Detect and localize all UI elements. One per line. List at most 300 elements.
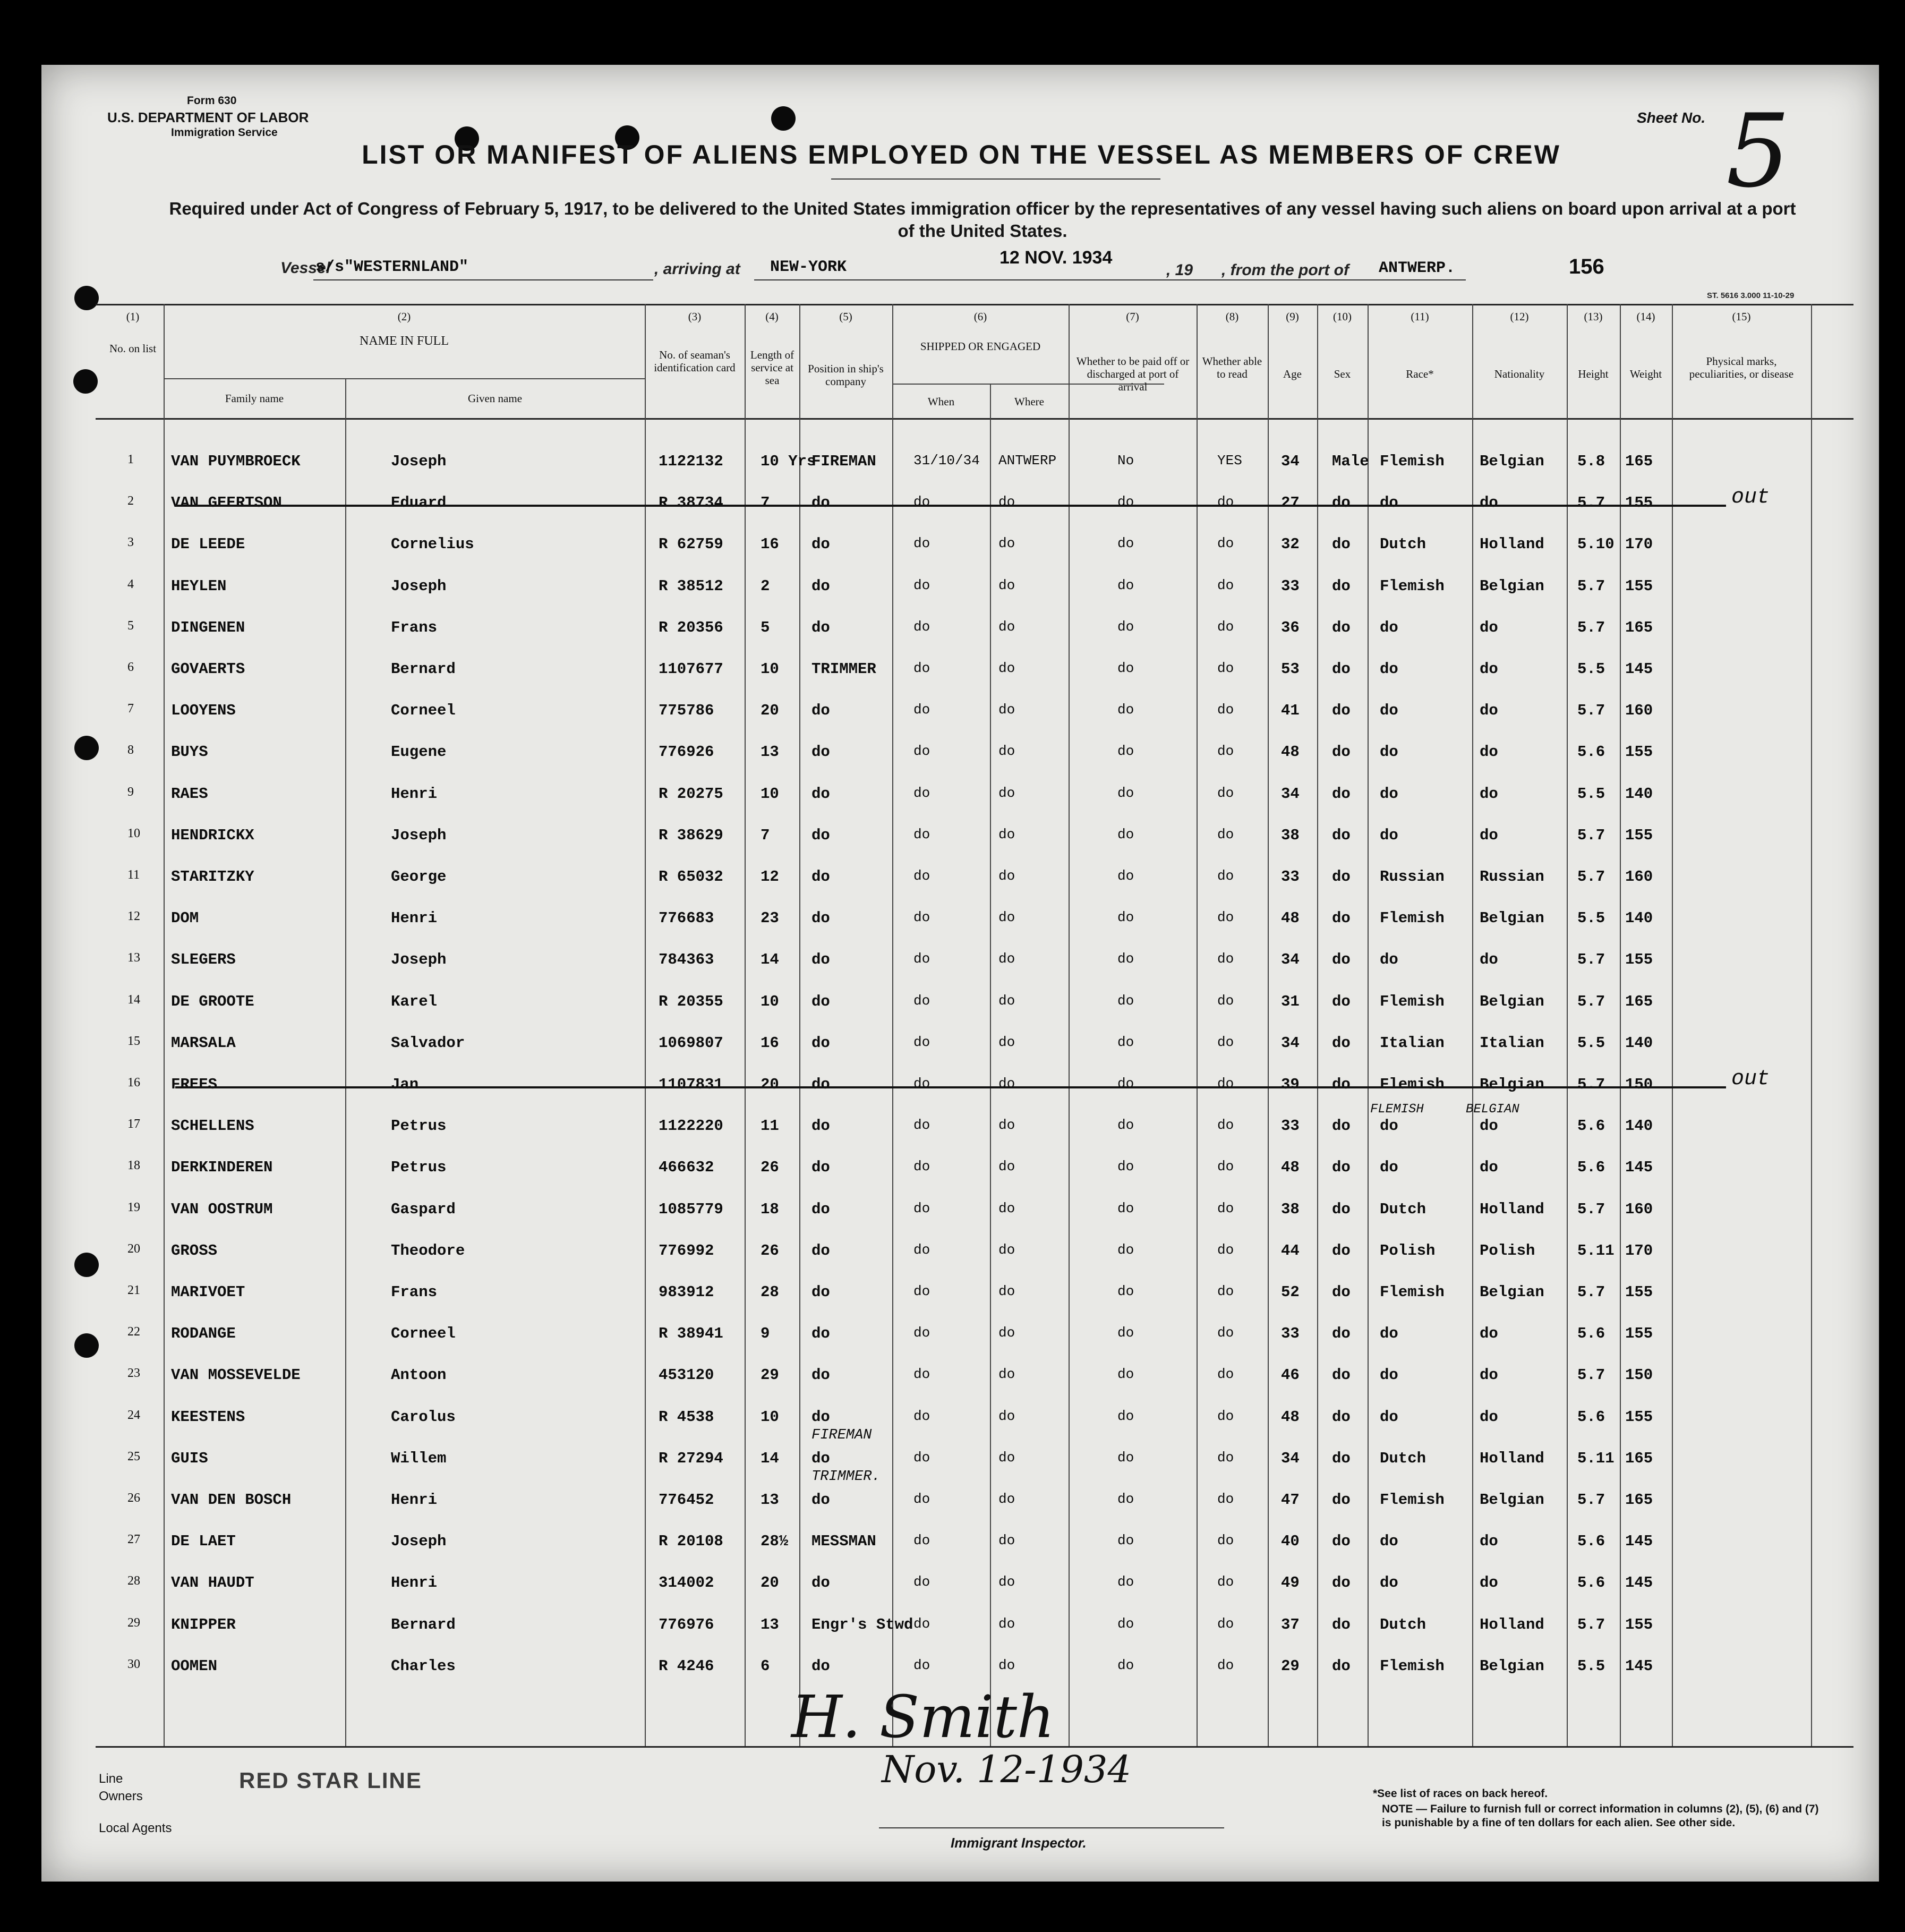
cell-given: Joseph [391,951,447,969]
cell-position-correction: TRIMMER. [811,1469,881,1485]
cell-sex: do [1332,618,1351,636]
table-row [96,1399,1853,1440]
cell-position: do [811,868,830,886]
cell-when: do [913,1615,930,1632]
col13-number: (13) [1584,310,1603,323]
cell-race: do [1380,785,1398,803]
cell-sex: do [1332,577,1351,595]
cell-age: 37 [1281,1615,1300,1633]
cell-read: do [1217,1491,1234,1507]
cell-race: do [1380,1325,1398,1343]
cell-family: SLEGERS [171,951,236,969]
date-stamp: 12 NOV. 1934 [1000,248,1113,268]
cell-position: do [811,1034,830,1052]
cell-position: do [811,494,830,512]
cell-position: do [811,1366,830,1384]
cell-read: do [1217,743,1234,760]
cell-age: 33 [1281,1117,1300,1135]
cell-family: GOVAERTS [171,660,245,678]
table-row [96,1523,1853,1564]
cell-service: 6 [761,1657,770,1675]
cell-where: do [998,1076,1015,1092]
cell-age: 32 [1281,535,1300,554]
cell-position: FIREMAN [811,453,876,470]
col7-number: (7) [1126,310,1139,323]
cell-family: VAN GEERTSON [171,494,282,512]
cell-given: Bernard [391,660,456,678]
company-stamp: RED STAR LINE [239,1768,422,1793]
cell-paid: do [1117,1657,1134,1673]
cell-height: 5.7 [1577,618,1605,636]
cell-when: do [913,660,930,676]
cell-family: DOM [171,909,199,927]
cell-card: 466632 [659,1159,714,1177]
cell-height: 5.8 [1577,453,1605,470]
cell-no: 26 [127,1491,140,1505]
cell-sex: do [1332,1076,1351,1093]
cell-nat: Belgian [1480,577,1544,595]
cell-weight: 165 [1625,1491,1653,1509]
cell-where: do [998,702,1015,718]
cell-when: do [913,1408,930,1424]
cell-weight: 145 [1625,1574,1653,1592]
cell-family: GUIS [171,1449,208,1467]
cell-family: VAN DEN BOSCH [171,1491,292,1509]
table-row [96,983,1853,1025]
cell-family: DERKINDEREN [171,1159,273,1177]
strike-through-line [175,486,1726,507]
cell-race: Flemish [1380,1076,1445,1093]
col15-number: (15) [1732,310,1751,323]
cell-age: 29 [1281,1657,1300,1675]
cell-when: do [913,1159,930,1175]
col4-header: Length of service at sea [750,348,795,387]
cell-given: Jan [391,1076,419,1093]
cell-read: do [1217,1159,1234,1175]
cell-age: 52 [1281,1283,1300,1301]
table-row [96,941,1853,983]
cell-when: do [913,1034,930,1050]
cell-read: do [1217,702,1234,718]
cell-nat: Belgian [1480,909,1544,927]
cell-where: do [998,909,1015,926]
cell-read: do [1217,1657,1234,1673]
cell-when: do [913,535,930,552]
cell-paid: do [1117,535,1134,552]
cell-age: 34 [1281,785,1300,803]
cell-no: 15 [127,1034,140,1048]
table-row [96,1191,1853,1232]
cell-read: do [1217,494,1234,510]
cell-weight: 155 [1625,1408,1653,1426]
cell-sex: do [1332,1117,1351,1135]
cell-sex: do [1332,1159,1351,1177]
cell-paid: do [1117,1533,1134,1549]
cell-where: ANTWERP [998,453,1057,469]
cell-height: 5.6 [1577,1574,1605,1592]
cell-service: 10 [761,992,779,1010]
cell-age: 46 [1281,1366,1300,1384]
cell-weight: 150 [1625,1366,1653,1384]
line-label: Line [99,1772,123,1786]
cell-weight: 145 [1625,1657,1653,1675]
cell-paid: do [1117,1491,1134,1507]
col7-header: Whether to be paid off or discharged at port of arrival [1076,355,1190,393]
cell-nat: do [1480,618,1498,636]
cell-where: do [998,785,1015,801]
cell-height: 5.7 [1577,702,1605,720]
cell-paid: do [1117,660,1134,676]
cell-weight: 155 [1625,1283,1653,1301]
cell-when: do [913,826,930,842]
cell-service: 14 [761,1449,779,1467]
cell-nat: do [1480,660,1498,678]
cell-where: do [998,535,1015,552]
cell-service: 20 [761,1076,779,1093]
cell-position: do [811,1657,830,1675]
cell-family: STARITZKY [171,868,254,886]
cell-no: 24 [127,1408,140,1422]
cell-sex: do [1332,743,1351,761]
table-row [96,858,1853,900]
cell-race: Flemish [1380,453,1445,470]
table-row [96,1025,1853,1066]
col3-number: (3) [688,310,702,323]
cell-when: do [913,1076,930,1092]
cell-where: do [998,1325,1015,1341]
cell-where: do [998,1117,1015,1134]
cell-no: 25 [127,1449,140,1463]
cell-when: do [913,618,930,635]
cell-given: Frans [391,1283,438,1301]
cell-height: 5.7 [1577,577,1605,595]
cell-read: do [1217,868,1234,884]
cell-given: Theodore [391,1241,465,1259]
cell-no: 28 [127,1574,140,1588]
cell-height: 5.6 [1577,1325,1605,1343]
cell-read: do [1217,577,1234,593]
cell-given: Henri [391,1491,438,1509]
cell-height: 5.5 [1577,1034,1605,1052]
cell-no: 29 [127,1615,140,1630]
cell-where: do [998,494,1015,510]
cell-card: 784363 [659,951,714,969]
cell-given: Salvador [391,1034,465,1052]
cell-card: 1069807 [659,1034,723,1052]
col12-number: (12) [1510,310,1529,323]
cell-no: 17 [127,1117,140,1131]
cell-when: do [913,951,930,967]
sheet-number: 5 [1726,92,1790,210]
shipped-when-header: When [927,395,955,408]
cell-no: 22 [127,1325,140,1339]
cell-age: 33 [1281,868,1300,886]
cell-service: 10 [761,1408,779,1426]
cell-height: 5.6 [1577,743,1605,761]
cell-height: 5.5 [1577,909,1605,927]
cell-age: 34 [1281,453,1300,470]
cell-race: Flemish [1380,1491,1445,1509]
cell-no: 19 [127,1200,140,1214]
arriving-port: NEW-YORK [770,258,847,276]
weight-header: Weight [1629,368,1662,380]
title-underline [831,178,1160,180]
cell-family: HEYLEN [171,577,227,595]
table-row [96,651,1853,692]
cell-age: 34 [1281,951,1300,969]
cell-paid: do [1117,743,1134,760]
cell-no: 21 [127,1283,140,1297]
cell-position: do [811,1574,830,1592]
cell-where: do [998,1574,1015,1590]
cell-note: out [1731,1067,1770,1091]
cell-race: Flemish [1380,577,1445,595]
col10-number: (10) [1333,310,1352,323]
physical-marks-header: Physical marks, peculiarities, or disease [1689,355,1794,380]
cell-no: 14 [127,992,140,1007]
cell-weight: 155 [1625,826,1653,844]
cell-where: do [998,1200,1015,1216]
cell-weight: 155 [1625,1615,1653,1633]
cell-paid: do [1117,1574,1134,1590]
cell-family: DE LEEDE [171,535,245,554]
cell-given: Karel [391,992,438,1010]
cell-height: 5.5 [1577,1657,1605,1675]
signature-date: Nov. 12-1934 [882,1748,1132,1791]
cell-where: do [998,992,1015,1009]
cell-position: do [811,785,830,803]
cell-age: 48 [1281,1159,1300,1177]
cell-where: do [998,1408,1015,1424]
cell-sex: do [1332,702,1351,720]
cell-read: do [1217,618,1234,635]
cell-no: 1 [127,453,134,466]
cell-read: do [1217,951,1234,967]
cell-weight: 165 [1625,618,1653,636]
table-row [96,692,1853,734]
cell-when: do [913,868,930,884]
cell-position: do [811,909,830,927]
inspector-line [879,1827,1224,1828]
cell-race: do [1380,618,1398,636]
cell-nat: Holland [1480,1449,1544,1467]
vessel-name: s/s"WESTERNLAND" [315,258,469,276]
cell-when: do [913,992,930,1009]
cell-read: do [1217,1076,1234,1092]
cell-race: do [1380,1533,1398,1551]
cell-sex: do [1332,1283,1351,1301]
cell-service: 18 [761,1200,779,1218]
cell-card: R 38629 [659,826,723,844]
inspector-signature: H. Smith [791,1683,1055,1751]
cell-card: R 4538 [659,1408,714,1426]
cell-card: 1085779 [659,1200,723,1218]
col11-number: (11) [1411,310,1429,323]
cell-read: do [1217,826,1234,842]
cell-family: OOMEN [171,1657,218,1675]
cell-where: do [998,1283,1015,1299]
cell-no: 16 [127,1076,140,1090]
cell-family: DINGENEN [171,618,245,636]
cell-race: do [1380,1408,1398,1426]
cell-race: Polish [1380,1241,1436,1259]
cell-paid: do [1117,1449,1134,1466]
cell-height: 5.10 [1577,535,1614,554]
cell-note: out [1731,486,1770,510]
table-row [96,1564,1853,1606]
cell-when: do [913,743,930,760]
cell-paid: do [1117,494,1134,510]
cell-read: do [1217,1117,1234,1134]
table-row [96,734,1853,775]
cell-no: 13 [127,951,140,965]
col8-number: (8) [1225,310,1239,323]
cell-weight: 155 [1625,951,1653,969]
table-row [96,1606,1853,1648]
cell-given: Joseph [391,1533,447,1551]
cell-paid: do [1117,1159,1134,1175]
cell-service: 13 [761,743,779,761]
cell-paid: do [1117,1408,1134,1424]
print-code: ST. 5616 3.000 11-10-29 [1707,291,1795,300]
cell-sex: do [1332,1408,1351,1426]
cell-read: do [1217,1283,1234,1299]
cell-given: Joseph [391,577,447,595]
cell-nat: Belgian [1480,1657,1544,1675]
cell-age: 33 [1281,577,1300,595]
cell-height: 5.6 [1577,1533,1605,1551]
cell-race: Dutch [1380,1200,1426,1218]
cell-family: GROSS [171,1241,218,1259]
cell-when: do [913,494,930,510]
strike-through-line [175,1067,1726,1088]
cell-given: Eduard [391,494,447,512]
cell-nat: do [1480,951,1498,969]
cell-read: do [1217,1034,1234,1050]
cell-where: do [998,1241,1015,1258]
height-header: Height [1578,368,1609,380]
cell-position: do [811,702,830,720]
cell-age: 44 [1281,1241,1300,1259]
header-bottom-rule [96,418,1853,420]
table-row [96,1274,1853,1315]
cell-card: 1122132 [659,453,723,470]
cell-family: DE LAET [171,1533,236,1551]
cell-family: RODANGE [171,1325,236,1343]
cell-position: do [811,992,830,1010]
table-row [96,900,1853,941]
cell-weight: 150 [1625,1076,1653,1093]
cell-family: KNIPPER [171,1615,236,1633]
cell-race: do [1380,702,1398,720]
cell-position: TRIMMER [811,660,876,678]
cell-where: do [998,1159,1015,1175]
cell-race: Dutch [1380,1615,1426,1633]
cell-height: 5.7 [1577,992,1605,1010]
cell-sex: do [1332,826,1351,844]
cell-no: 8 [127,743,134,758]
cell-race: do [1380,743,1398,761]
manifest-number: 156 [1569,255,1604,278]
cell-when: do [913,1117,930,1134]
cell-given: George [391,868,447,886]
cell-given: Cornelius [391,535,474,554]
cell-card: R 27294 [659,1449,723,1467]
cell-weight: 160 [1625,1200,1653,1218]
cell-where: do [998,868,1015,884]
cell-nat: do [1480,1325,1498,1343]
table-row [96,526,1853,567]
cell-paid: do [1117,992,1134,1009]
cell-height: 5.6 [1577,1408,1605,1426]
cell-height: 5.5 [1577,660,1605,678]
page-subtitle: Required under Act of Congress of February 5, 1917, to be delivered to the United States immigration officer by the representatives of any vessel having such aliens on board upon arrival at a port of the United States. [169,199,1796,241]
cell-position-correction: FIREMAN [811,1427,872,1443]
cell-service: 5 [761,618,770,636]
cell-sex: do [1332,535,1351,554]
table-row [96,484,1853,526]
cell-nat: Italian [1480,1034,1544,1052]
cell-card: 453120 [659,1366,714,1384]
cell-sex: do [1332,1533,1351,1551]
cell-paid: do [1117,702,1134,718]
cell-where: do [998,1366,1015,1383]
cell-nat: do [1480,1533,1498,1551]
cell-sex: do [1332,494,1351,512]
cell-card: 1122220 [659,1117,723,1135]
cell-where: do [998,660,1015,676]
col5-header: Position in ship's company [808,362,884,388]
cell-age: 41 [1281,702,1300,720]
cell-when: do [913,1657,930,1673]
cell-age: 48 [1281,743,1300,761]
cell-race: Italian [1380,1034,1445,1052]
cell-weight: 145 [1625,660,1653,678]
cell-race-correction: FLEMISH [1370,1102,1424,1117]
cell-nat: Holland [1480,535,1544,554]
table-row [96,1469,1853,1523]
cell-height: 5.7 [1577,1366,1605,1384]
cell-family: VAN OOSTRUM [171,1200,273,1218]
cell-weight: 155 [1625,743,1653,761]
table-top-rule [96,304,1853,305]
cell-card: 314002 [659,1574,714,1592]
cell-nat: do [1480,785,1498,803]
table-row [96,1149,1853,1190]
table-row [96,609,1853,651]
cell-card: R 4246 [659,1657,714,1675]
cell-sex: do [1332,1657,1351,1675]
cell-paid: do [1117,951,1134,967]
cell-read: do [1217,1574,1234,1590]
cell-no: 7 [127,702,134,716]
cell-read: do [1217,660,1234,676]
cell-family: RAES [171,785,208,803]
col14-number: (14) [1636,310,1655,323]
cell-position: do [811,1241,830,1259]
cell-card: R 38512 [659,577,723,595]
cell-card: R 62759 [659,535,723,554]
cell-service: 2 [761,577,770,595]
cell-sex: do [1332,1491,1351,1509]
cell-age: 40 [1281,1533,1300,1551]
cell-when: do [913,1366,930,1383]
cell-card: 983912 [659,1283,714,1301]
cell-race: do [1380,494,1398,512]
cell-family: KEESTENS [171,1408,245,1426]
cell-height: 5.7 [1577,494,1605,512]
cell-no: 5 [127,618,134,633]
